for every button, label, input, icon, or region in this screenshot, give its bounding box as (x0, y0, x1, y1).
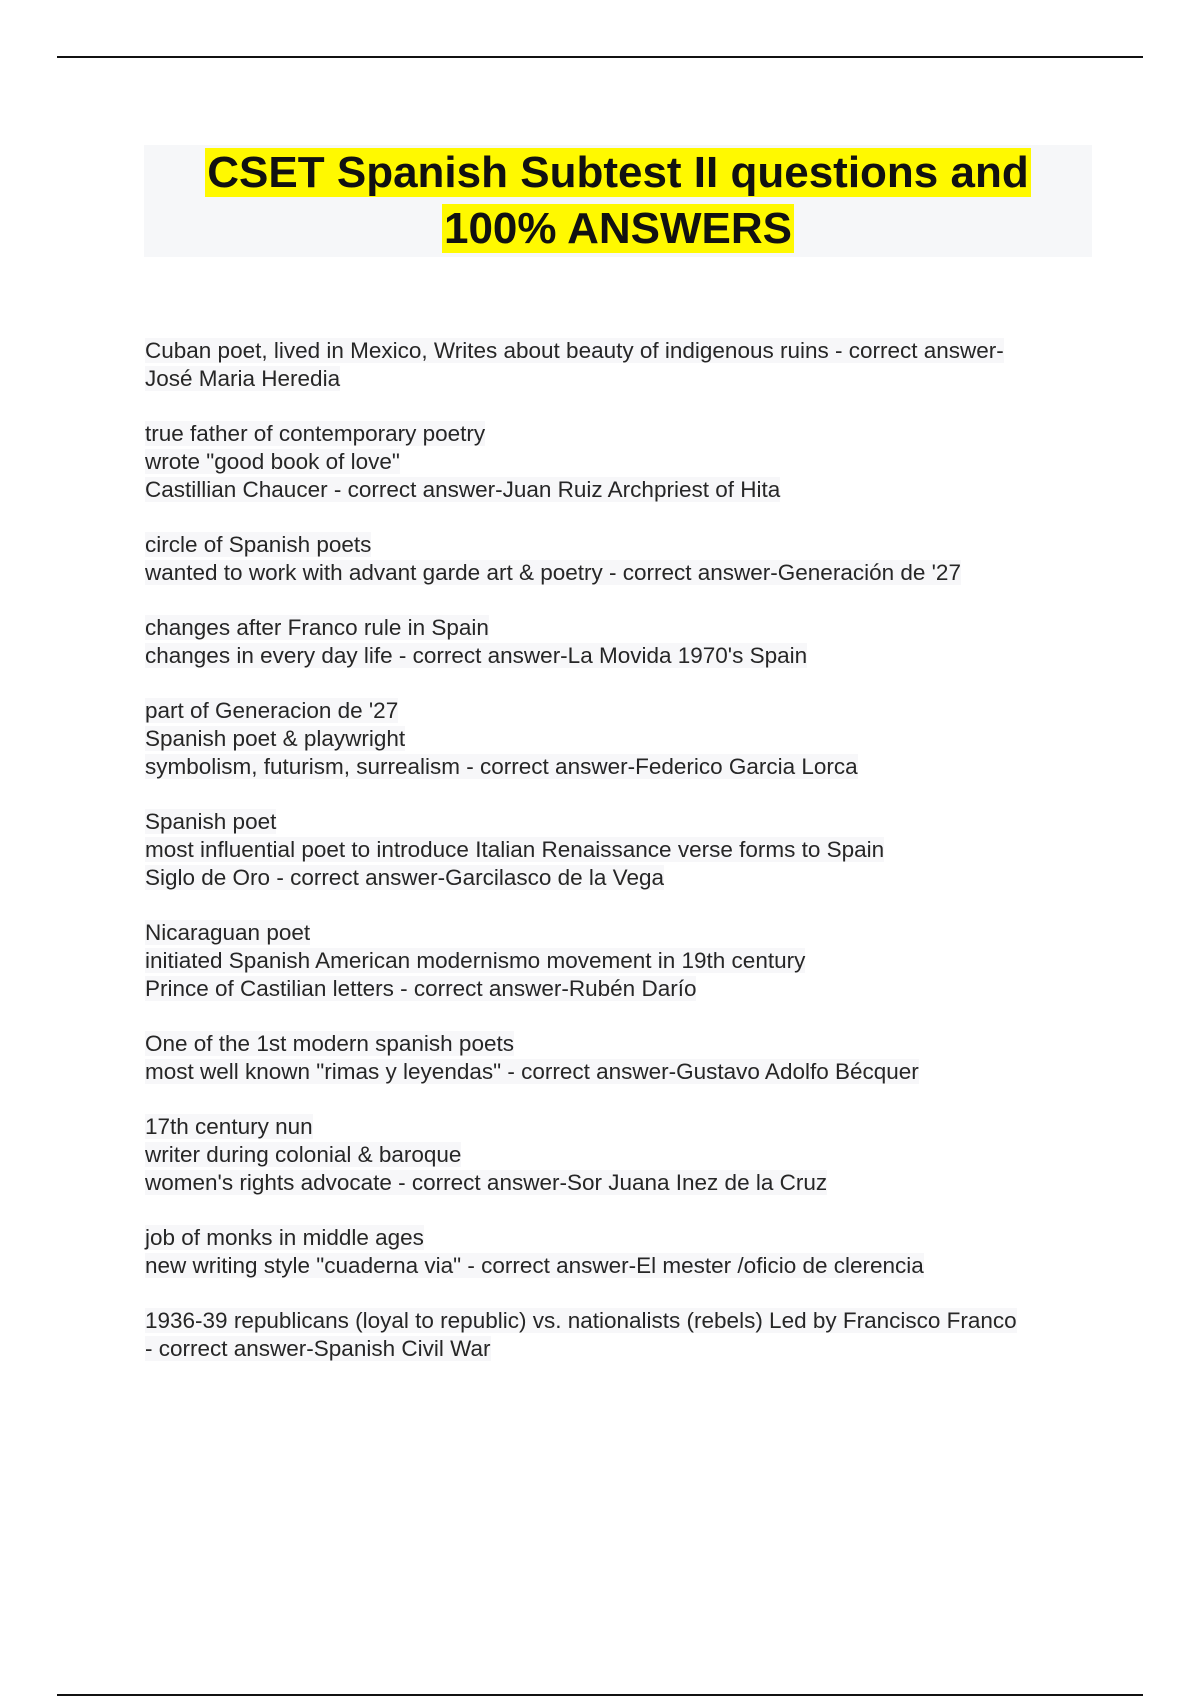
qa-line (145, 531, 1095, 559)
qa-item (145, 337, 1095, 393)
qa-line (145, 975, 1095, 1003)
qa-line (145, 1335, 1095, 1363)
title-line-2: 100% ANSWERS (443, 204, 793, 253)
qa-line-text: most well known "rimas y leyendas" - correct answer-Gustavo Adolfo Bécquer (145, 1059, 919, 1084)
qa-line-text: changes in every day life - correct answer-La Movida 1970's Spain (145, 643, 808, 668)
qa-line (145, 476, 1095, 504)
qa-list (145, 337, 1095, 1390)
qa-line (145, 559, 1095, 587)
qa-line (145, 614, 1095, 642)
qa-line (145, 725, 1095, 753)
qa-line (145, 420, 1095, 448)
qa-item (145, 697, 1095, 781)
qa-line (145, 753, 1095, 781)
qa-line-text: One of the 1st modern spanish poets (145, 1031, 514, 1056)
qa-item (145, 808, 1095, 892)
qa-line-text: job of monks in middle ages (145, 1225, 424, 1250)
qa-line (145, 1169, 1095, 1197)
qa-line-text: symbolism, futurism, surrealism - correct answer-Federico Garcia Lorca (145, 754, 858, 779)
qa-line-text: 17th century nun (145, 1114, 313, 1139)
qa-line-text: wrote "good book of love" (145, 449, 400, 474)
qa-line (145, 1030, 1095, 1058)
qa-line (145, 1252, 1095, 1280)
qa-line (145, 864, 1095, 892)
qa-line-text: Siglo de Oro - correct answer-Garcilasco de la Vega (145, 865, 664, 890)
qa-line (145, 836, 1095, 864)
qa-line (145, 1141, 1095, 1169)
qa-line (145, 1058, 1095, 1086)
qa-line (145, 642, 1095, 670)
qa-line (145, 1113, 1095, 1141)
qa-line-text: wanted to work with advant garde art & poetry - correct answer-Generación de '27 (145, 560, 961, 585)
qa-line-text: 1936-39 republicans (loyal to republic) vs. nationalists (rebels) Led by Francisco Franco (145, 1308, 1017, 1333)
qa-line (145, 448, 1095, 476)
qa-line-text: changes after Franco rule in Spain (145, 615, 489, 640)
qa-line-text: writer during colonial & baroque (145, 1142, 462, 1167)
qa-line-text: Spanish poet & playwright (145, 726, 406, 751)
qa-line-text: women's rights advocate - correct answer-Sor Juana Inez de la Cruz (145, 1170, 828, 1195)
qa-line-text: most influential poet to introduce Italian Renaissance verse forms to Spain (145, 837, 885, 862)
top-divider (57, 56, 1143, 58)
title-block (144, 145, 1092, 257)
qa-item (145, 420, 1095, 504)
qa-item (145, 1224, 1095, 1280)
qa-line (145, 365, 1095, 393)
qa-line-text: new writing style "cuaderna via" - correct answer-El mester /oficio de clerencia (145, 1253, 924, 1278)
qa-line (145, 919, 1095, 947)
qa-item (145, 1113, 1095, 1197)
qa-line (145, 947, 1095, 975)
page-title (144, 145, 1092, 257)
qa-line-text: Castillian Chaucer - correct answer-Juan Ruiz Archpriest of Hita (145, 477, 781, 502)
bottom-divider (57, 1694, 1143, 1696)
qa-line-text: part of Generacion de '27 (145, 698, 399, 723)
qa-line-text: Nicaraguan poet (145, 920, 311, 945)
qa-line-text: - correct answer-Spanish Civil War (145, 1336, 491, 1361)
qa-line-text: initiated Spanish American modernismo movement in 19th century (145, 948, 806, 973)
qa-line (145, 697, 1095, 725)
qa-item (145, 1307, 1095, 1363)
qa-item (145, 919, 1095, 1003)
qa-line-text: true father of contemporary poetry (145, 421, 486, 446)
qa-item (145, 1030, 1095, 1086)
qa-line (145, 1224, 1095, 1252)
qa-item (145, 614, 1095, 670)
qa-line (145, 1307, 1095, 1335)
qa-line-text: Spanish poet (145, 809, 277, 834)
qa-line (145, 808, 1095, 836)
qa-line (145, 337, 1095, 365)
qa-line-text: Prince of Castilian letters - correct answer-Rubén Darío (145, 976, 697, 1001)
qa-line-text: Cuban poet, lived in Mexico, Writes about beauty of indigenous ruins - correct answer- (145, 338, 1004, 363)
qa-line-text: circle of Spanish poets (145, 532, 372, 557)
qa-line-text: José Maria Heredia (145, 366, 341, 391)
title-line-1: CSET Spanish Subtest II questions and (207, 148, 1029, 197)
qa-item (145, 531, 1095, 587)
